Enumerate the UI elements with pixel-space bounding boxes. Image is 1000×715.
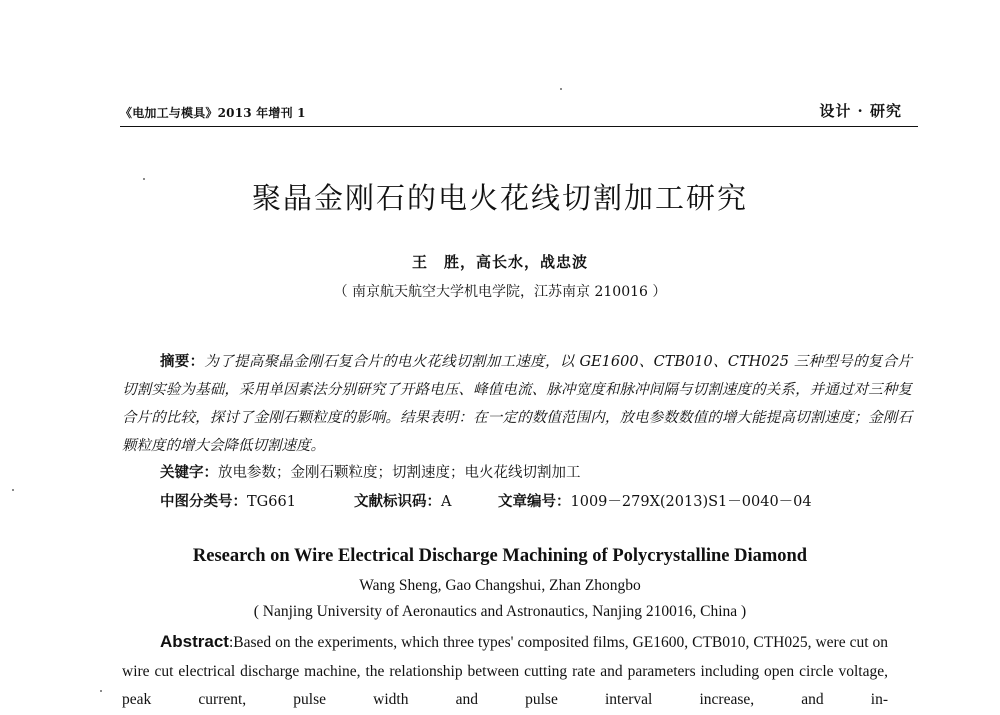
scan-speck <box>100 690 102 692</box>
article-number <box>498 490 812 511</box>
journal-name: 《电加工与模具》2013 年增刊 1 <box>120 106 306 120</box>
keywords-cn-label: 关键字： <box>160 465 218 481</box>
scan-speck <box>560 88 562 90</box>
clc-number <box>160 490 296 511</box>
abstract-cn <box>122 348 912 460</box>
article-number-value: 1009－279X(2013)S1－0040－04 <box>570 494 812 510</box>
abstract-cn-label: 摘要： <box>160 354 205 370</box>
paper-title-cn: 聚晶金刚石的电火花线切割加工研究 <box>251 181 748 215</box>
document-code-label: 文献标识码： <box>354 494 441 510</box>
keywords-cn <box>160 461 581 482</box>
affiliation-cn: （ 南京航天航空大学机电学院，江苏南京 210016 ） <box>333 284 667 300</box>
abstract-cn-text: 为了提高聚晶金刚石复合片的电火花线切割加工速度，以 GE1600、CTB010、CTH025 三种型号的复合片切割实验为基础，采用单因素法分别研究了开路电压、峰值电流、脉冲宽度和脉冲间隔与切割速度的关系，并通过对三种复合片的比较，探讨了金刚石颗粒度的影响。结果表明：在一定的数值范围内，放电参数数值的增大能提高切割速度；金刚石颗粒度的增大会降低切割速度。 <box>122 354 913 454</box>
abstract-en-label: Abstract <box>160 632 229 651</box>
document-code-value: A <box>441 494 452 510</box>
section-label: 设计 · 研究 <box>819 102 902 120</box>
paper-title-en: Research on Wire Electrical Discharge Machining of Polycrystalline Diamond <box>192 546 808 566</box>
abstract-en <box>122 628 888 715</box>
header-rule <box>120 126 918 127</box>
scan-speck <box>12 489 14 491</box>
authors-en: Wang Sheng, Gao Changshui, Zhan Zhongbo <box>359 577 641 594</box>
keywords-cn-text: 放电参数；金刚石颗粒度；切割速度；电火花线切割加工 <box>218 465 581 481</box>
affiliation-en: ( Nanjing University of Aeronautics and Astronautics, Nanjing 210016, China ) <box>253 603 747 620</box>
running-header <box>120 98 902 124</box>
authors-cn: 王 胜，高长水，战忠波 <box>411 253 588 271</box>
clc-value: TG661 <box>247 494 296 510</box>
document-code <box>354 490 451 511</box>
clc-label: 中图分类号： <box>160 494 247 510</box>
abstract-en-text: :Based on the experiments, which three types' composited films, GE1600, CTB010, CTH025, were cut on wire cut electrical discharge machine, the relationship between cutting rate and parameters including open circle voltage, peak current, pulse width and pulse interval increase, and in- <box>122 634 888 708</box>
article-number-label: 文章编号： <box>498 494 571 510</box>
scan-speck <box>143 178 145 180</box>
